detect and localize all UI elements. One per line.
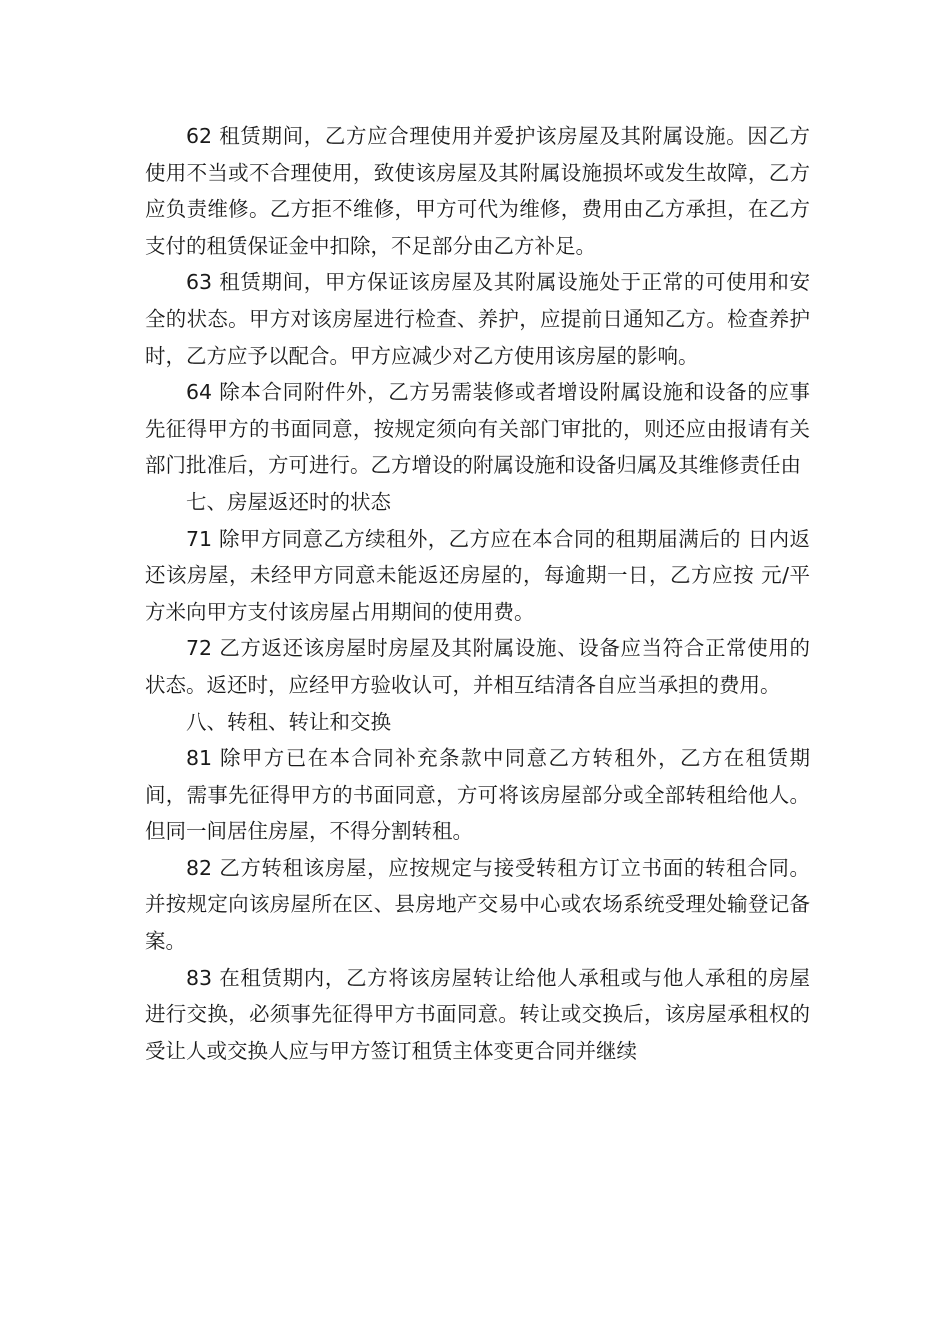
clause-6-4: 64 除本合同附件外，乙方另需装修或者增设附属设施和设备的应事先征得甲方的书面同意，按规定须向有关部门审批的，则还应由报请有关部门批准后，方可进行。乙方增设的附属设施和设备归属及其维修责任由	[145, 380, 810, 478]
clause-7-1: 71 除甲方同意乙方续租外，乙方应在本合同的租期届满后的 日内返还该房屋，未经甲方同意未能返还房屋的，每逾期一日，乙方应按 元/平方米向甲方支付该房屋占用期间的使用费。	[145, 526, 810, 624]
document-page	[145, 118, 810, 1069]
section-heading-7: 七、房屋返还时的状态	[186, 489, 391, 514]
clause-6-3: 63 租赁期间，甲方保证该房屋及其附属设施处于正常的可使用和安全的状态。甲方对该房屋进行检查、养护，应提前日通知乙方。检查养护时，乙方应予以配合。甲方应减少对乙方使用该房屋的影响。	[145, 270, 810, 368]
clause-8-2: 82 乙方转租该房屋，应按规定与接受转租方订立书面的转租合同。并按规定向该房屋所在区、县房地产交易中心或农场系统受理处输登记备案。	[145, 855, 810, 954]
section-heading-8: 八、转租、转让和交换	[186, 709, 391, 734]
clause-8-3: 83 在租赁期内，乙方将该房屋转让给他人承租或与他人承租的房屋进行交换，必须事先征得甲方书面同意。转让或交换后，该房屋承租权的受让人或交换人应与甲方签订租赁主体变更合同并继续	[145, 965, 810, 1063]
clause-8-1: 81 除甲方已在本合同补充条款中同意乙方转租外，乙方在租赁期间，需事先征得甲方的书面同意，方可将该房屋部分或全部转租给他人。但同一间居住房屋，不得分割转租。	[145, 746, 810, 844]
clause-7-2: 72 乙方返还该房屋时房屋及其附属设施、设备应当符合正常使用的状态。返还时，应经甲方验收认可，并相互结清各自应当承担的费用。	[145, 636, 810, 697]
clause-6-2: 62 租赁期间，乙方应合理使用并爱护该房屋及其附属设施。因乙方使用不当或不合理使用，致使该房屋及其附属设施损坏或发生故障，乙方应负责维修。乙方拒不维修，甲方可代为维修，费用由乙方承担，在乙方支付的租赁保证金中扣除，不足部分由乙方补足。	[145, 124, 810, 258]
